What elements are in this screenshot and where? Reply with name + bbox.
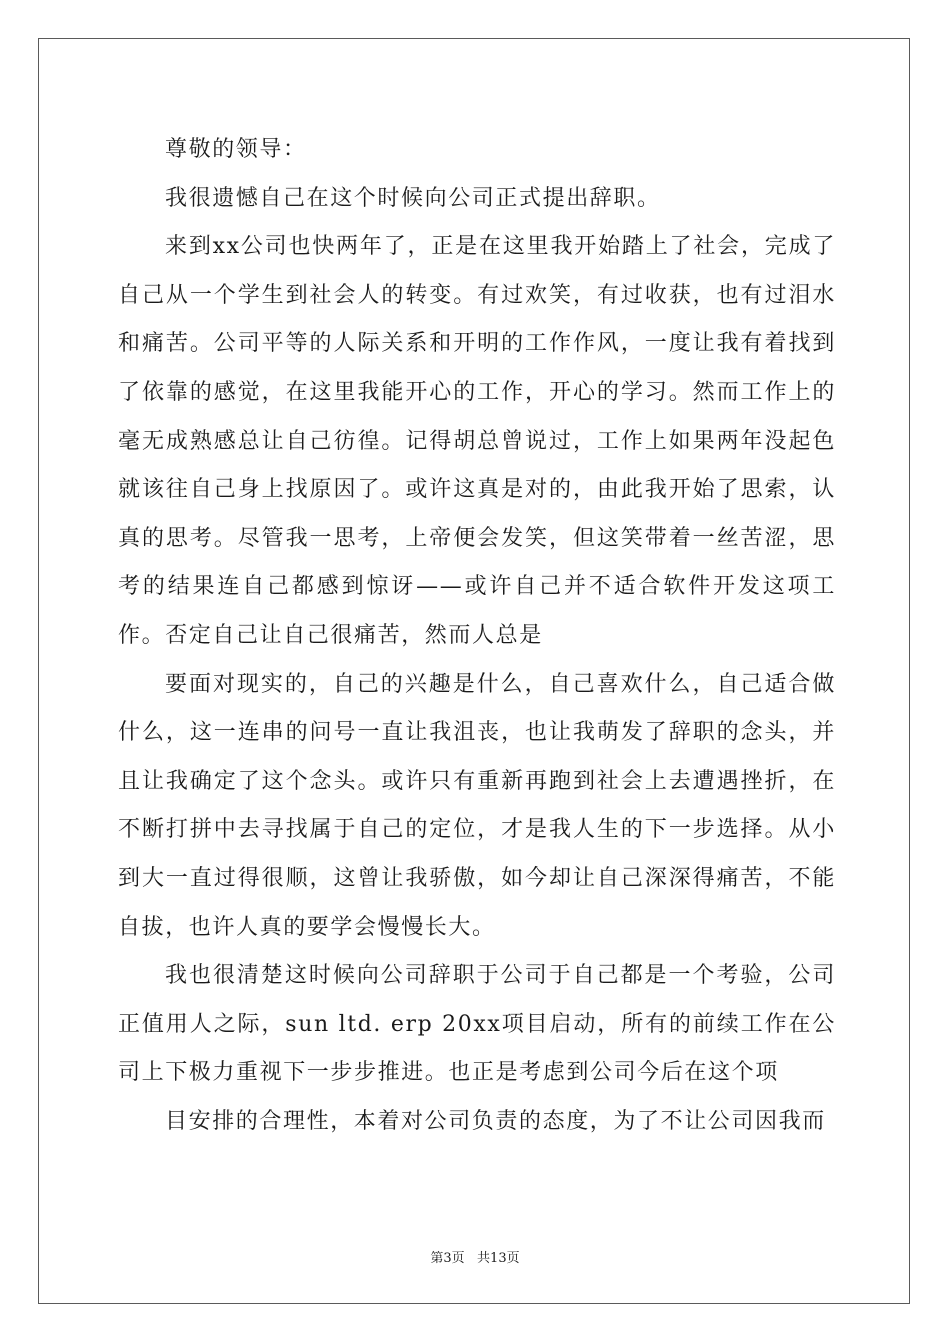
paragraph-1: 我很遗憾自己在这个时候向公司正式提出辞职。 xyxy=(165,185,661,211)
paragraph-salutation: 尊敬的领导： xyxy=(165,137,307,162)
page-number-footer: 第3页 共13页 xyxy=(430,1251,520,1266)
letter-body xyxy=(118,126,836,1146)
paragraph-2: 来到xx公司也快两年了，正是在这里我开始踏上了社会，完成了自己从一个学生到社会人的转变。有过欢笑，有过收获，也有过泪水和痛苦。公司平等的人际关系和开明的工作作风，一度让我有着找到了依靠的感觉，在这里我能开心的工作，开心的学习。然而工作上的毫无成熟感总让自己彷徨。记得胡总曾说过，工作上如果两年没起色就该往自己身上找原因了。或许这真是对的，由此我开始了思索，认真的思考。尽管我一思考，上帝便会发笑，但这笑带着一丝苦涩，思考的结果连自己都感到惊讶——或许自己并不适合软件开发这项工作。否定自己让自己很痛苦，然而人总是 xyxy=(118,234,836,648)
paragraph-4: 我也很清楚这时候向公司辞职于公司于自己都是一个考验，公司正值用人之际，sun ltd. erp 20xx项目启动，所有的前续工作在公司上下极力重视下一步步推进。也正是考虑到公司今后在这个项 xyxy=(118,963,836,1086)
paragraph-5: 目安排的合理性，本着对公司负责的态度，为了不让公司因我而 xyxy=(165,1108,826,1134)
paragraph-3: 要面对现实的，自己的兴趣是什么，自己喜欢什么，自己适合做什么，这一连串的问号一直让我沮丧，也让我萌发了辞职的念头，并且让我确定了这个念头。或许只有重新再跑到社会上去遭遇挫折，在不断打拼中去寻找属于自己的定位，才是我人生的下一步选择。从小到大一直过得很顺，这曾让我骄傲，如今却让自己深深得痛苦，不能自拔，也许人真的要学会慢慢长大。 xyxy=(118,671,836,940)
